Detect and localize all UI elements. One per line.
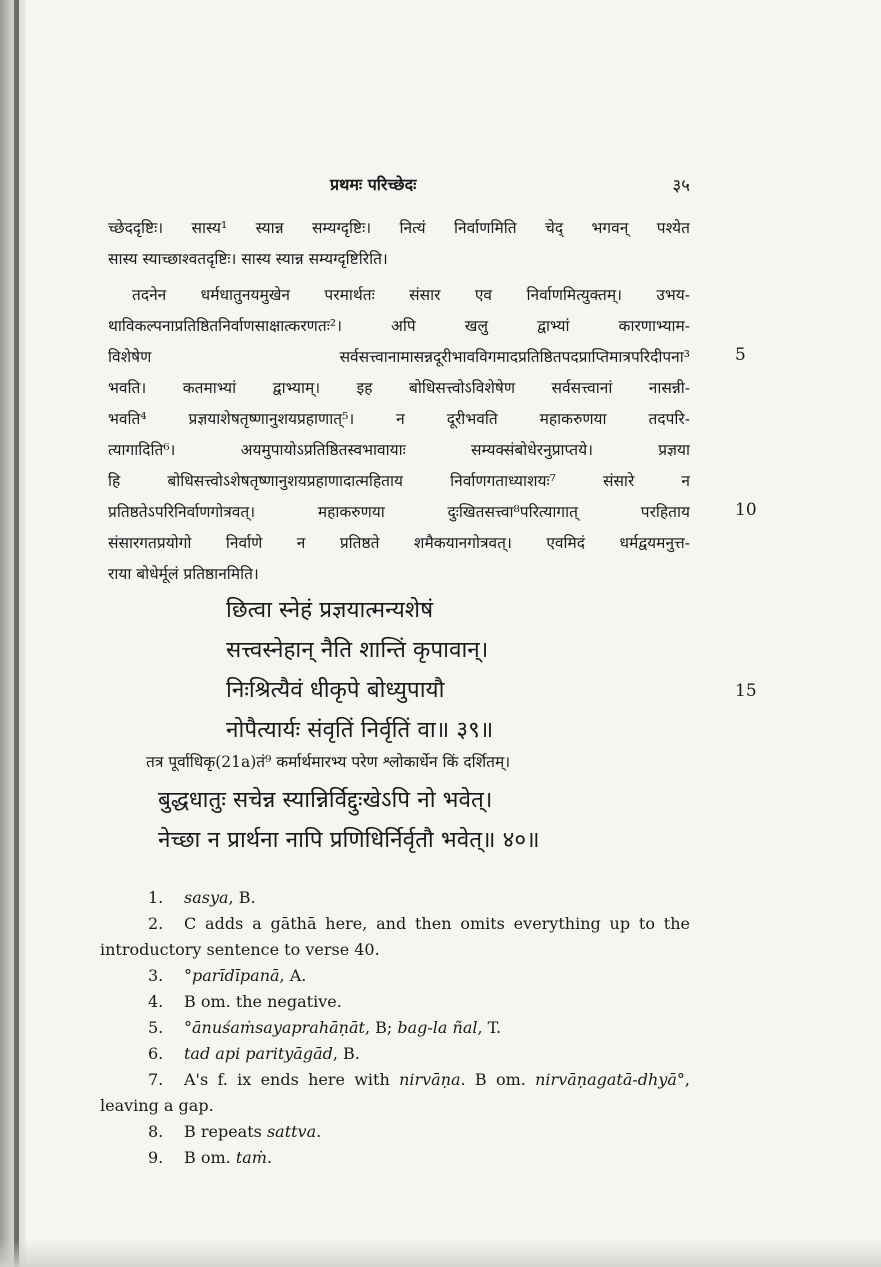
footnote-number: 3. [148, 966, 164, 985]
footnotes [100, 885, 690, 1171]
verse-line: छित्वा स्नेहं प्रज्ञयात्मन्यशेषं [226, 597, 434, 623]
prose-line: प्रतिष्ठतेऽपरिनिर्वाणगोत्रवत्। महाकरुणया दुःखितसत्त्वा⁸परित्यागात् परहिताय [108, 503, 690, 521]
footnote-text: B om. [184, 1148, 236, 1167]
prose-line: च्छेददृष्टिः। सास्य¹ स्यान्न सम्यग्दृष्टिः। नित्यं निर्वाणमिति चेद् भगवन् पश्येत [108, 219, 690, 237]
footnote [100, 885, 690, 911]
line-number-5: 5 [735, 345, 746, 365]
footnote-text: , B. [332, 1044, 360, 1063]
footnote-number: 1. [148, 888, 164, 907]
footnote-text: nirvāṇa [399, 1070, 461, 1089]
footnote [100, 911, 690, 963]
prose-paragraph-1 [108, 213, 690, 275]
prose-line: संसारगतप्रयोगो निर्वाणे न प्रतिष्ठते शमैकयानगोत्रवत्। एवमिदं धर्मद्वयमनुत्त- [108, 534, 690, 552]
running-header [330, 173, 690, 197]
verse-39 [226, 590, 493, 750]
footnote-text: , B; [364, 1018, 398, 1037]
footnote-text: taṁ [235, 1148, 267, 1167]
footnote-text: °ānuśaṁsayaprahāṇāt [184, 1018, 365, 1037]
footnote [100, 989, 690, 1015]
footnote-text: B om. the negative. [184, 992, 342, 1011]
prose-paragraph-2 [108, 280, 690, 590]
verse-line: सत्त्वस्नेहान् नैति शान्तिं कृपावान्। [226, 637, 489, 663]
footnote-text: . [316, 1122, 322, 1141]
footnote-text: sattva [266, 1122, 317, 1141]
footnote [100, 1067, 690, 1119]
footnote-text: . [266, 1148, 273, 1167]
footnote-number: 8. [148, 1122, 164, 1141]
footnote-text: tad api parityāgād [184, 1044, 333, 1063]
footnote-text: sasya [184, 888, 229, 907]
footnote [100, 1015, 690, 1041]
verse-line: नोपैत्यार्यः संवृतिं निर्वृतिं वा॥ ३९॥ [226, 717, 494, 743]
footnote-text: °parīdīpanā [184, 966, 280, 985]
prose-line: राया बोधेर्मूलं प्रतिष्ठानमिति। [108, 565, 259, 583]
verse-line: निःश्रित्यैवं धीकृपे बोध्युपायौ [226, 677, 445, 703]
footnote-text: bag-la ñal [397, 1018, 478, 1037]
verse-40 [158, 780, 540, 860]
page-bottom-shadow [0, 1239, 881, 1267]
line-number-15: 15 [735, 681, 757, 701]
prose-line: थाविकल्पनाप्रतिष्ठितनिर्वाणसाक्षात्करणतः²। अपि खलु द्वाभ्यां कारणाभ्याम- [108, 317, 690, 335]
footnote [100, 963, 690, 989]
footnote-number: 6. [148, 1044, 164, 1063]
prose-line: सास्य स्याच्छाश्वतदृष्टिः। सास्य स्यान्न सम्यग्दृष्टिरिति। [108, 250, 388, 268]
footnote-text: , B. [228, 888, 256, 907]
footnote [100, 1119, 690, 1145]
footnote-text: nirvāṇagatā-dhyā° [535, 1070, 685, 1089]
prose-line: भवति⁴ प्रज्ञयाशेषतृष्णानुशयप्रहाणात्⁵। न दूरीभवति महाकरुणया तदपरि- [108, 410, 690, 428]
book-spine-edge [14, 0, 19, 1267]
prose-line: तदनेन धर्मधातुनयमुखेन परमार्थतः संसार एव निर्वाणमित्युक्तम्। उभय- [132, 286, 690, 304]
footnote-number: 4. [148, 992, 164, 1011]
footnote-text: A's f. ix ends here with [184, 1070, 400, 1089]
footnote-number: 2. [148, 914, 164, 933]
footnote-number: 9. [148, 1148, 164, 1167]
prose-line: विशेषेण सर्वसत्त्वानामासन्नदूरीभावविगमादप्रतिष्ठितपदप्राप्तिमात्रपरिदीपना³ [108, 348, 690, 366]
prose-line: हि बोधिसत्त्वोऽशेषतृष्णानुशयप्रहाणादात्महिताय निर्वाणगताध्याशयः⁷ संसारे न [108, 472, 690, 490]
footnote-number: 7. [148, 1070, 164, 1089]
verse-40-introduction: तत्र पूर्वाधिकृ(21a)तं⁹ कर्मार्थमारभ्य परेण श्लोकार्धेन किं दर्शितम्। [146, 753, 511, 771]
footnote [100, 1145, 690, 1171]
verse-line: नेच्छा न प्रार्थना नापि प्रणिधिर्निर्वृतौ भवेत्॥ ४०॥ [158, 827, 540, 853]
footnote-text: , T. [477, 1018, 502, 1037]
footnote [100, 1041, 690, 1067]
book-spine-shadow [0, 0, 26, 1267]
footnote-text: C adds a gāthā here, and then omits everything up to the introductory sentence to verse 40. [100, 914, 690, 959]
footnote-text: , A. [279, 966, 307, 985]
verse-line: बुद्धधातुः सचेन्न स्यान्निर्विद्दुःखेऽपि नो भवेत्। [158, 787, 493, 813]
prose-line: भवति। कतमाभ्यां द्वाभ्याम्। इह बोधिसत्त्वोऽविशेषेण सर्वसत्त्वानां नासन्नी- [108, 379, 690, 397]
chapter-title: प्रथमः परिच्छेदः [330, 175, 417, 194]
footnote-text: B repeats [184, 1122, 267, 1141]
line-number-10: 10 [735, 500, 757, 520]
footnote-text: . B om. [460, 1070, 536, 1089]
page-number: ३५ [672, 176, 690, 196]
footnote-number: 5. [148, 1018, 164, 1037]
prose-line: त्यागादिति⁶। अयमुपायोऽप्रतिष्ठितस्वभावायाः सम्यक्संबोधेरनुप्राप्तये। प्रज्ञया [108, 441, 690, 459]
footnote-text: , leaving a gap. [100, 1070, 690, 1115]
